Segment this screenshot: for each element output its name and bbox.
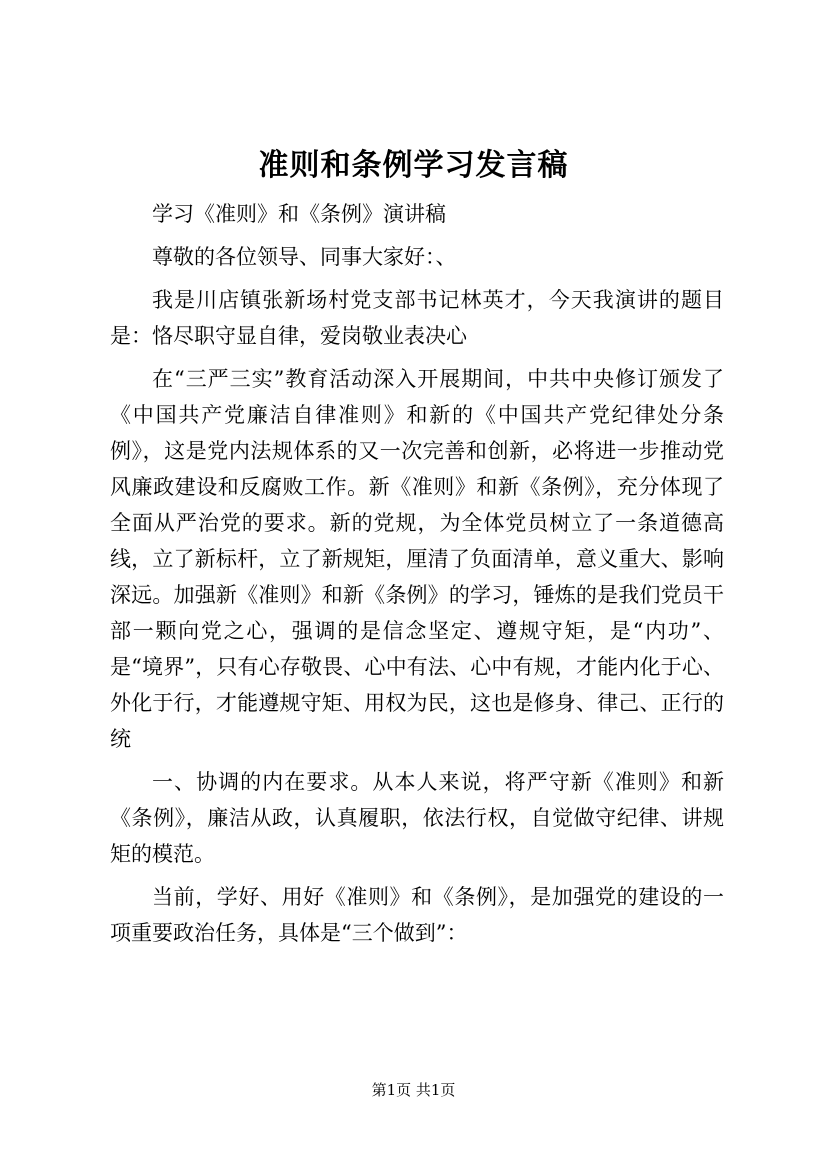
paragraph-background: 在“三严三实”教育活动深入开展期间，中共中央修订颁发了《中国共产党廉洁自律准则》和新的《中国共产党纪律处分条例》，这是党内法规体系的又一次完善和创新，必将进一步推动党风廉政建设和反腐败工作。新《准则》和新《条例》，充分体现了全面从严治党的要求。新的党规，为全体党员树立了一条道德高线，立了新标杆，立了新规矩，厘清了负面清单，意义重大、影响深远。加强新《准则》和新《条例》的学习，锤炼的是我们党员干部一颗向党之心，强调的是信念坚定、遵规守矩，是“内功”、是“境界”，只有心存敬畏、心中有法、心中有规，才能内化于心、外化于行，才能遵规守矩、用权为民，这也是修身、律己、正行的统 [110, 367, 724, 751]
paragraph-greeting: 尊敬的各位领导、同事大家好：、 [152, 245, 457, 269]
paragraph-introduction: 我是川店镇张新场村党支部书记林英才，今天我演讲的题目是：恪尽职守显自律，爱岗敬业表决心 [110, 288, 724, 348]
page-footer: 第1页 共1页 [371, 1081, 456, 1099]
paragraph-current-task: 当前，学好、用好《准则》和《条例》，是加强党的建设的一项重要政治任务，具体是“三个做到”： [110, 885, 724, 945]
document-body [110, 196, 724, 958]
document-title: 准则和条例学习发言稿 [258, 148, 569, 183]
paragraph-subtitle: 学习《准则》和《条例》演讲稿 [152, 202, 446, 226]
paragraph-point-one: 一、协调的内在要求。从本人来说，将严守新《准则》和新《条例》，廉洁从政，认真履职，依法行权，自觉做守纪律、讲规矩的模范。 [110, 770, 724, 866]
